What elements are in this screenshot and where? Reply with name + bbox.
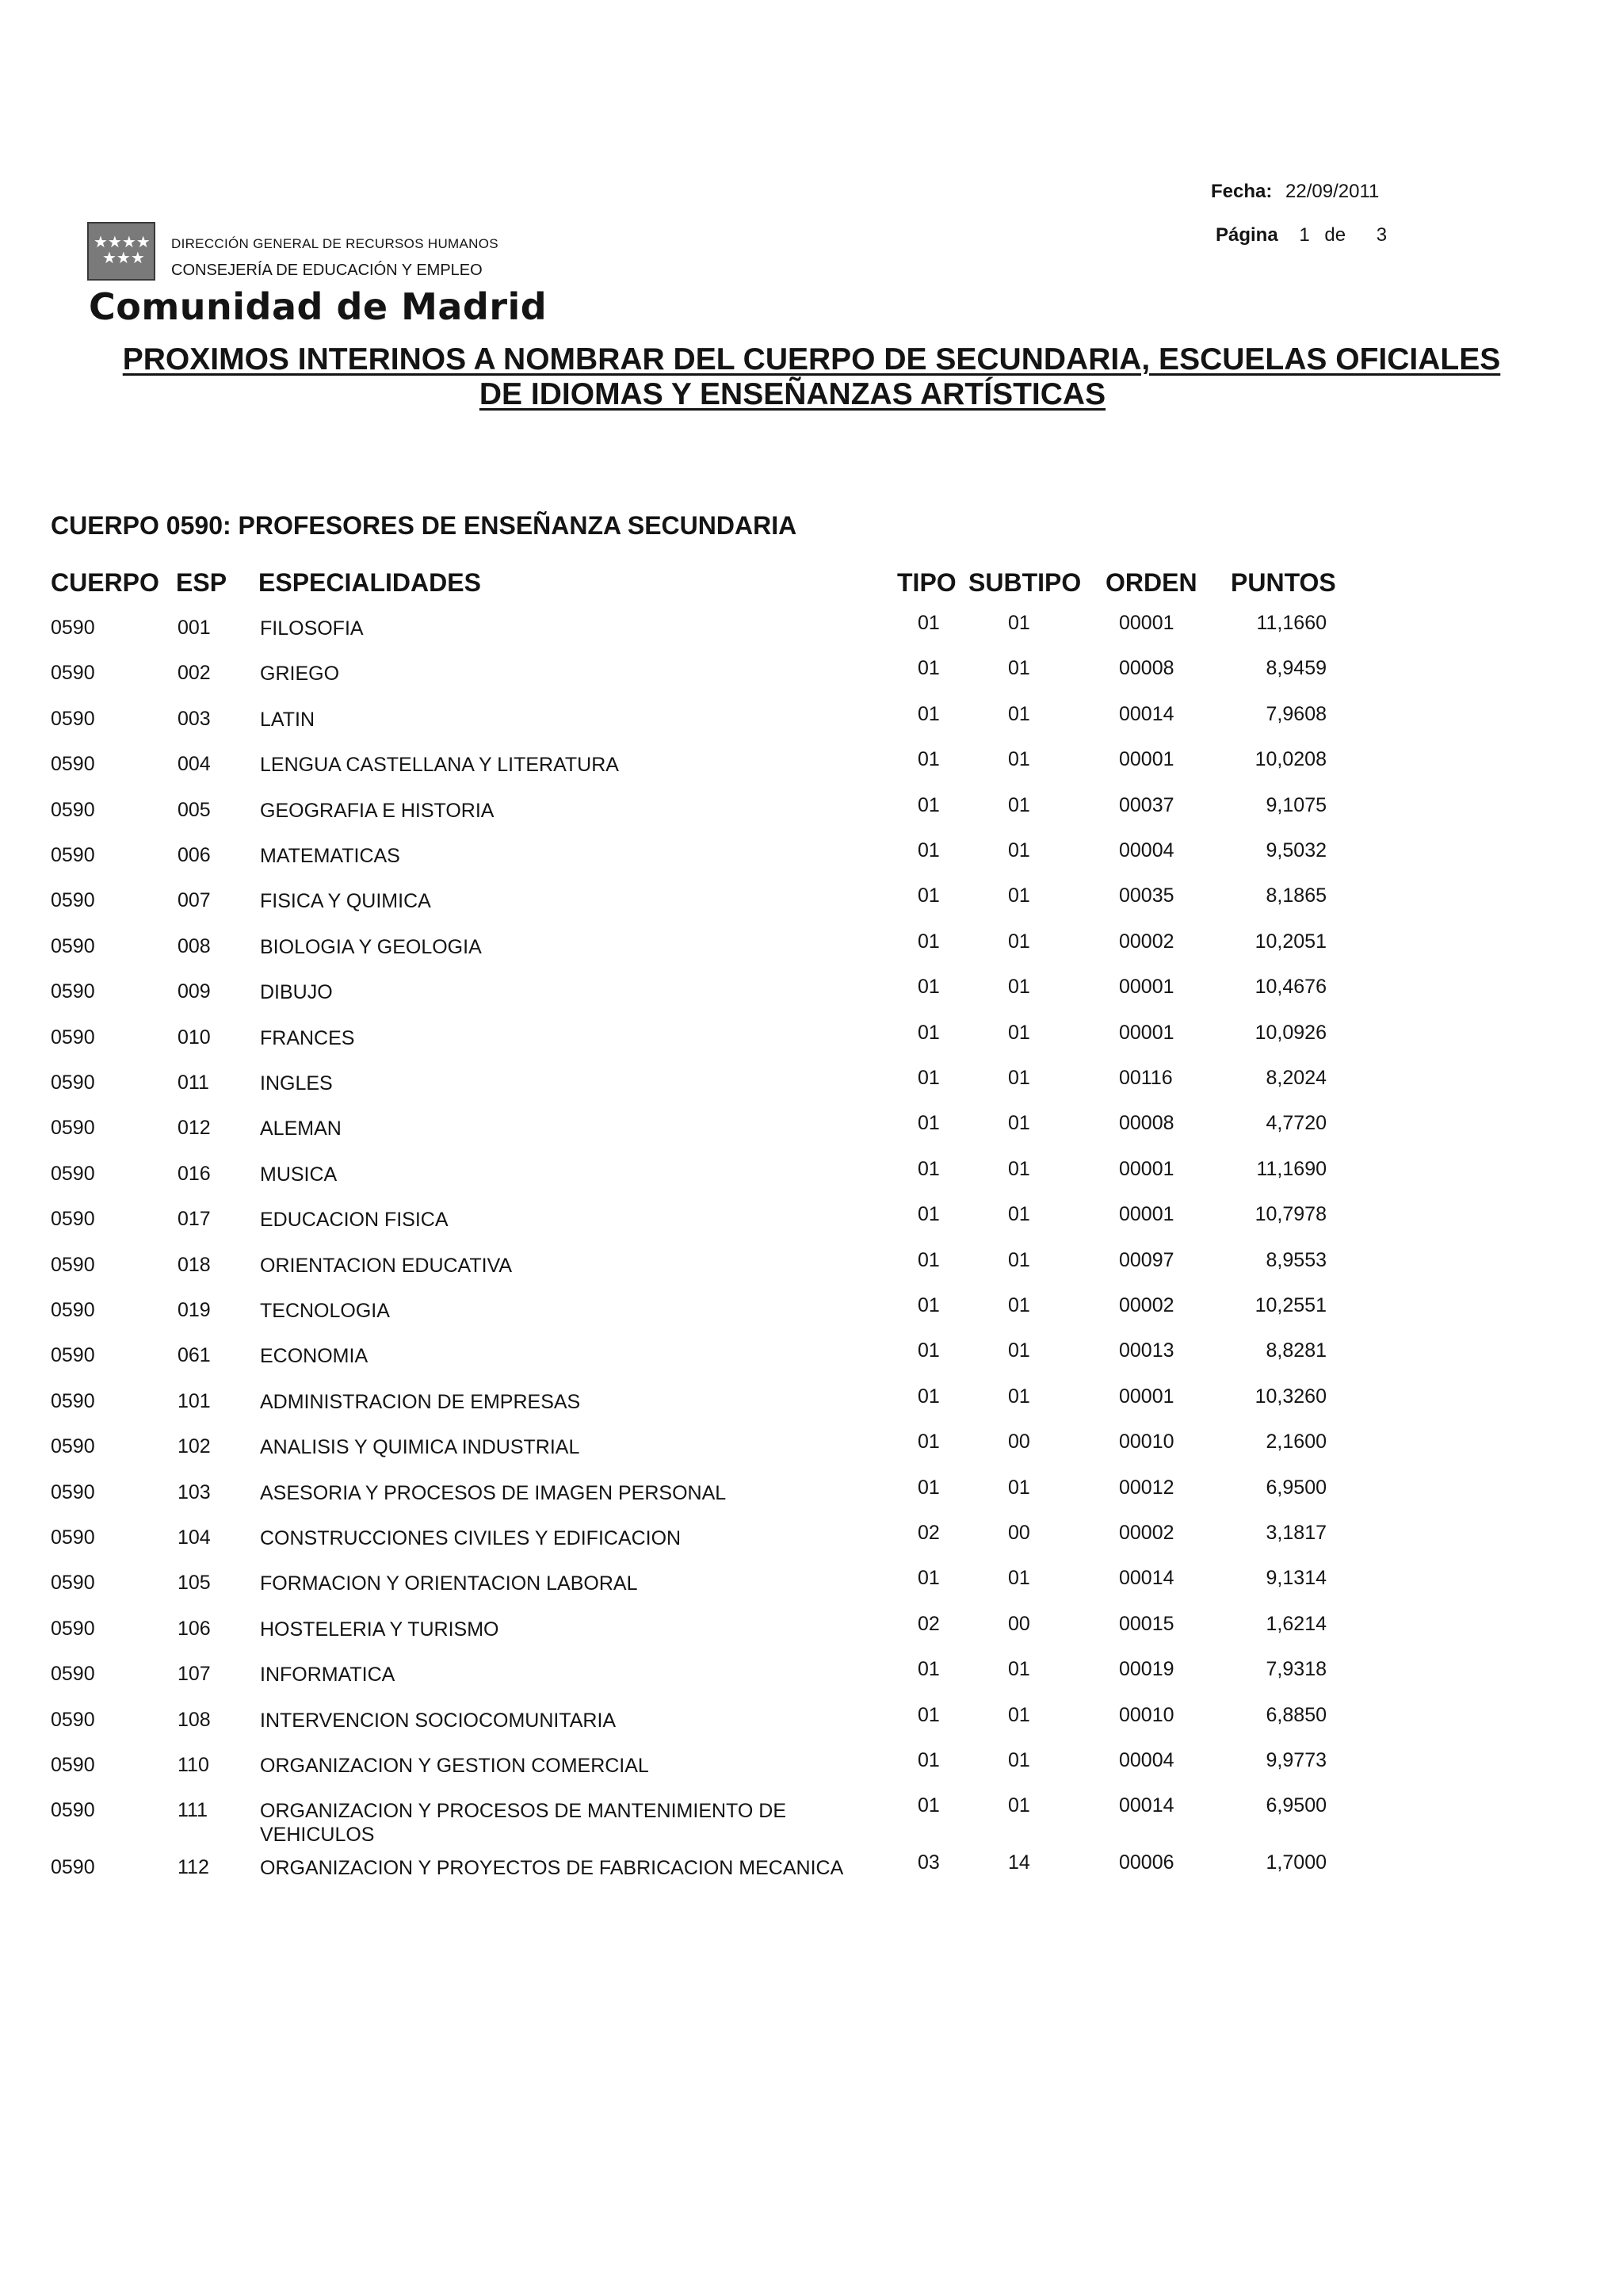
- cell-especialidad: ORGANIZACION Y PROYECTOS DE FABRICACION MECANICA: [260, 1857, 844, 1879]
- cell-especialidad: BIOLOGIA Y GEOLOGIA: [260, 935, 482, 958]
- cell-orden: 00019: [1119, 1658, 1174, 1681]
- cell-puntos: 10,4676: [1254, 976, 1327, 999]
- cell-especialidad: LENGUA CASTELLANA Y LITERATURA: [260, 754, 619, 777]
- cell-tipo: 01: [918, 1431, 940, 1454]
- cell-especialidad: ORIENTACION EDUCATIVA: [260, 1254, 513, 1277]
- cell-tipo: 02: [918, 1612, 940, 1635]
- cell-esp: 105: [178, 1572, 211, 1595]
- cell-puntos: 6,9500: [1266, 1476, 1327, 1499]
- cell-subtipo: 01: [1008, 1157, 1030, 1180]
- cell-especialidad: DIBUJO: [260, 981, 333, 1004]
- cell-puntos: 2,1600: [1266, 1431, 1327, 1454]
- cell-orden: 00010: [1119, 1703, 1174, 1726]
- cell-subtipo: 01: [1008, 1294, 1030, 1316]
- cell-puntos: 8,2024: [1266, 1067, 1327, 1089]
- cell-orden: 00001: [1119, 1157, 1174, 1180]
- cell-tipo: 01: [918, 1476, 940, 1499]
- cell-cuerpo: 0590: [51, 934, 95, 957]
- cell-orden: 00012: [1119, 1476, 1174, 1499]
- cell-puntos: 8,9553: [1266, 1248, 1327, 1271]
- cell-tipo: 01: [918, 1703, 940, 1726]
- document-title-line1: PROXIMOS INTERINOS A NOMBRAR DEL CUERPO DE SECUNDARIA, ESCUELAS OFICIALES: [122, 342, 1501, 376]
- cell-tipo: 01: [918, 1385, 940, 1408]
- cell-esp: 006: [178, 844, 211, 866]
- cell-puntos: 1,7000: [1266, 1851, 1327, 1874]
- cell-cuerpo: 0590: [51, 1389, 95, 1412]
- cell-especialidad: EDUCACION FISICA: [260, 1209, 449, 1232]
- cell-especialidad: FORMACION Y ORIENTACION LABORAL: [260, 1572, 638, 1595]
- cell-tipo: 01: [918, 657, 940, 680]
- cell-tipo: 01: [918, 1567, 940, 1590]
- cell-cuerpo: 0590: [51, 1117, 95, 1140]
- cell-cuerpo: 0590: [51, 617, 95, 639]
- cell-cuerpo: 0590: [51, 753, 95, 776]
- document-title-line2: DE IDIOMAS Y ENSEÑANZAS ARTÍSTICAS: [479, 377, 1106, 411]
- cell-esp: 106: [178, 1617, 211, 1640]
- cell-tipo: 01: [918, 1203, 940, 1226]
- cell-especialidad: FILOSOFIA: [260, 617, 364, 640]
- cell-especialidad: ECONOMIA: [260, 1345, 369, 1368]
- cell-puntos: 6,8850: [1266, 1703, 1327, 1726]
- cell-esp: 003: [178, 707, 211, 730]
- cell-especialidad: ORGANIZACION Y PROCESOS DE MANTENIMIENTO DE VEHICULOS: [260, 1800, 786, 1847]
- cell-orden: 00097: [1119, 1248, 1174, 1271]
- cell-especialidad: HOSTELERIA Y TURISMO: [260, 1618, 499, 1641]
- madrid-flag-stars-icon: [87, 222, 155, 281]
- cell-orden: 00014: [1119, 1567, 1174, 1590]
- cell-orden: 00037: [1119, 793, 1174, 816]
- cell-orden: 00001: [1119, 612, 1174, 634]
- cell-subtipo: 01: [1008, 1567, 1030, 1590]
- cell-puntos: 9,9773: [1266, 1749, 1327, 1771]
- cell-tipo: 03: [918, 1851, 940, 1874]
- cell-subtipo: 01: [1008, 1476, 1030, 1499]
- cell-orden: 00001: [1119, 1021, 1174, 1044]
- cell-puntos: 4,7720: [1266, 1112, 1327, 1135]
- cell-subtipo: 00: [1008, 1612, 1030, 1635]
- cell-puntos: 8,9459: [1266, 657, 1327, 680]
- cell-tipo: 01: [918, 1248, 940, 1271]
- cell-esp: 001: [178, 617, 211, 639]
- cell-esp: 102: [178, 1435, 211, 1458]
- cell-esp: 110: [178, 1754, 209, 1776]
- cell-cuerpo: 0590: [51, 1072, 95, 1094]
- column-header-tipo: TIPO: [897, 568, 957, 597]
- fecha-label: Fecha:: [1211, 181, 1273, 202]
- column-header-subtipo: SUBTIPO: [968, 568, 1082, 597]
- cell-cuerpo: 0590: [51, 1480, 95, 1503]
- cell-puntos: 3,1817: [1266, 1522, 1327, 1544]
- cell-especialidad: ALEMAN: [260, 1117, 342, 1140]
- cell-subtipo: 00: [1008, 1522, 1030, 1544]
- cell-cuerpo: 0590: [51, 980, 95, 1003]
- cell-orden: 00014: [1119, 1794, 1174, 1817]
- cell-subtipo: 01: [1008, 930, 1030, 953]
- cell-esp: 011: [178, 1072, 209, 1094]
- cell-tipo: 01: [918, 1749, 940, 1771]
- column-header-esp: ESP: [176, 568, 227, 597]
- cell-esp: 111: [178, 1799, 208, 1822]
- cell-especialidad: INTERVENCION SOCIOCOMUNITARIA: [260, 1709, 617, 1732]
- cell-subtipo: 01: [1008, 1248, 1030, 1271]
- cell-cuerpo: 0590: [51, 1435, 95, 1458]
- cell-subtipo: 01: [1008, 1339, 1030, 1362]
- cell-orden: 00010: [1119, 1431, 1174, 1454]
- cell-esp: 010: [178, 1026, 211, 1049]
- cell-puntos: 10,0208: [1254, 748, 1327, 771]
- cell-esp: 007: [178, 889, 211, 912]
- cell-especialidad: ASESORIA Y PROCESOS DE IMAGEN PERSONAL: [260, 1481, 727, 1504]
- cell-subtipo: 01: [1008, 1067, 1030, 1089]
- cell-orden: 00116: [1119, 1067, 1173, 1089]
- cell-cuerpo: 0590: [51, 1299, 95, 1321]
- cell-orden: 00013: [1119, 1339, 1174, 1362]
- cell-especialidad: FRANCES: [260, 1026, 355, 1049]
- cell-tipo: 01: [918, 930, 940, 953]
- cell-tipo: 01: [918, 1294, 940, 1316]
- cell-orden: 00035: [1119, 884, 1174, 907]
- cell-cuerpo: 0590: [51, 1026, 95, 1049]
- cell-tipo: 01: [918, 1794, 940, 1817]
- cell-esp: 009: [178, 980, 211, 1003]
- cell-orden: 00001: [1119, 748, 1174, 771]
- org-direccion: DIRECCIÓN GENERAL DE RECURSOS HUMANOS: [171, 236, 498, 251]
- pagina-current: 1: [1299, 224, 1310, 246]
- fecha-value: 22/09/2011: [1285, 181, 1380, 202]
- cell-esp: 002: [178, 662, 211, 685]
- cell-especialidad: INGLES: [260, 1072, 333, 1095]
- cell-cuerpo: 0590: [51, 1799, 95, 1822]
- cell-cuerpo: 0590: [51, 1754, 95, 1776]
- column-header-especialidades: ESPECIALIDADES: [258, 568, 481, 597]
- cell-cuerpo: 0590: [51, 1208, 95, 1231]
- fecha: [1211, 181, 1379, 203]
- cell-especialidad: CONSTRUCCIONES CIVILES Y EDIFICACION: [260, 1527, 682, 1549]
- cell-tipo: 01: [918, 1021, 940, 1044]
- cell-tipo: 01: [918, 839, 940, 861]
- cell-especialidad: LATIN: [260, 708, 315, 731]
- cell-subtipo: 01: [1008, 1749, 1030, 1771]
- cell-subtipo: 01: [1008, 1021, 1030, 1044]
- cell-esp: 108: [178, 1708, 211, 1731]
- cell-esp: 005: [178, 798, 211, 821]
- cell-puntos: 10,2551: [1254, 1294, 1327, 1316]
- cell-subtipo: 01: [1008, 976, 1030, 999]
- cell-subtipo: 01: [1008, 657, 1030, 680]
- cell-cuerpo: 0590: [51, 889, 95, 912]
- cell-cuerpo: 0590: [51, 1344, 95, 1367]
- cell-puntos: 9,1314: [1266, 1567, 1327, 1590]
- cell-especialidad: TECNOLOGIA: [260, 1300, 390, 1322]
- cell-orden: 00001: [1119, 1385, 1174, 1408]
- cell-orden: 00004: [1119, 839, 1174, 861]
- cell-especialidad: GRIEGO: [260, 663, 340, 686]
- cell-esp: 016: [178, 1162, 211, 1185]
- cell-subtipo: 01: [1008, 1112, 1030, 1135]
- cell-tipo: 01: [918, 1339, 940, 1362]
- cell-orden: 00015: [1119, 1612, 1174, 1635]
- cell-tipo: 01: [918, 1658, 940, 1681]
- column-header-orden: ORDEN: [1106, 568, 1197, 597]
- cell-orden: 00001: [1119, 976, 1174, 999]
- cell-orden: 00014: [1119, 702, 1174, 725]
- cell-cuerpo: 0590: [51, 707, 95, 730]
- cell-esp: 101: [178, 1389, 211, 1412]
- cell-subtipo: 00: [1008, 1431, 1030, 1454]
- cell-orden: 00008: [1119, 1112, 1174, 1135]
- cell-orden: 00002: [1119, 930, 1174, 953]
- cell-especialidad: ANALISIS Y QUIMICA INDUSTRIAL: [260, 1436, 580, 1459]
- cell-especialidad: FISICA Y QUIMICA: [260, 890, 431, 913]
- cell-puntos: 11,1660: [1256, 612, 1327, 634]
- cell-tipo: 01: [918, 1112, 940, 1135]
- cell-cuerpo: 0590: [51, 1162, 95, 1185]
- cell-puntos: 10,3260: [1254, 1385, 1327, 1408]
- cell-especialidad: ADMINISTRACION DE EMPRESAS: [260, 1390, 581, 1413]
- cell-esp: 012: [178, 1117, 211, 1140]
- cell-puntos: 7,9318: [1266, 1658, 1327, 1681]
- cell-cuerpo: 0590: [51, 1617, 95, 1640]
- cell-tipo: 01: [918, 1067, 940, 1089]
- pagina-total: 3: [1376, 224, 1388, 246]
- cell-puntos: 6,9500: [1266, 1794, 1327, 1817]
- column-header-puntos: PUNTOS: [1231, 568, 1336, 597]
- cell-tipo: 01: [918, 612, 940, 634]
- svg-text:★★★★: ★★★★: [94, 232, 151, 251]
- cell-tipo: 01: [918, 748, 940, 771]
- cell-orden: 00008: [1119, 657, 1174, 680]
- cell-subtipo: 01: [1008, 702, 1030, 725]
- cell-puntos: 10,2051: [1254, 930, 1327, 953]
- cell-esp: 103: [178, 1480, 211, 1503]
- cell-cuerpo: 0590: [51, 1526, 95, 1549]
- cell-orden: 00006: [1119, 1851, 1174, 1874]
- cell-especialidad: INFORMATICA: [260, 1664, 395, 1687]
- cell-subtipo: 01: [1008, 1703, 1030, 1726]
- cell-esp: 104: [178, 1526, 211, 1549]
- cell-orden: 00002: [1119, 1522, 1174, 1544]
- cell-especialidad: GEOGRAFIA E HISTORIA: [260, 799, 495, 822]
- cell-cuerpo: 0590: [51, 662, 95, 685]
- brand-title: Comunidad de Madrid: [89, 285, 548, 328]
- cell-especialidad: ORGANIZACION Y GESTION COMERCIAL: [260, 1755, 649, 1777]
- cell-subtipo: 01: [1008, 793, 1030, 816]
- cell-esp: 061: [178, 1344, 211, 1367]
- section-heading: CUERPO 0590: PROFESORES DE ENSEÑANZA SECUNDARIA: [51, 511, 797, 540]
- pagina-label: Página: [1216, 224, 1278, 246]
- cell-subtipo: 01: [1008, 884, 1030, 907]
- cell-puntos: 1,6214: [1266, 1612, 1327, 1635]
- pagina: [1216, 224, 1387, 246]
- cell-tipo: 01: [918, 884, 940, 907]
- cell-esp: 008: [178, 934, 211, 957]
- cell-esp: 018: [178, 1253, 211, 1276]
- cell-tipo: 02: [918, 1522, 940, 1544]
- cell-orden: 00004: [1119, 1749, 1174, 1771]
- cell-cuerpo: 0590: [51, 1708, 95, 1731]
- cell-puntos: 10,0926: [1254, 1021, 1327, 1044]
- cell-subtipo: 01: [1008, 748, 1030, 771]
- column-header-cuerpo: CUERPO: [51, 568, 159, 597]
- cell-cuerpo: 0590: [51, 844, 95, 866]
- pagina-de: de: [1324, 224, 1346, 246]
- cell-puntos: 7,9608: [1266, 702, 1327, 725]
- cell-esp: 017: [178, 1208, 211, 1231]
- cell-subtipo: 01: [1008, 1203, 1030, 1226]
- cell-subtipo: 01: [1008, 1794, 1030, 1817]
- cell-puntos: 8,1865: [1266, 884, 1327, 907]
- cell-cuerpo: 0590: [51, 1572, 95, 1595]
- cell-esp: 019: [178, 1299, 211, 1321]
- cell-cuerpo: 0590: [51, 1856, 95, 1878]
- cell-cuerpo: 0590: [51, 1663, 95, 1686]
- cell-subtipo: 01: [1008, 612, 1030, 634]
- cell-tipo: 01: [918, 976, 940, 999]
- cell-especialidad: MATEMATICAS: [260, 845, 400, 867]
- cell-puntos: 9,5032: [1266, 839, 1327, 861]
- cell-puntos: 9,1075: [1266, 793, 1327, 816]
- cell-subtipo: 01: [1008, 1658, 1030, 1681]
- cell-tipo: 01: [918, 702, 940, 725]
- cell-orden: 00001: [1119, 1203, 1174, 1226]
- cell-especialidad: MUSICA: [260, 1163, 338, 1186]
- cell-cuerpo: 0590: [51, 1253, 95, 1276]
- cell-cuerpo: 0590: [51, 798, 95, 821]
- cell-subtipo: 14: [1008, 1851, 1030, 1874]
- cell-esp: 107: [178, 1663, 211, 1686]
- cell-puntos: 11,1690: [1256, 1157, 1327, 1180]
- cell-puntos: 10,7978: [1254, 1203, 1327, 1226]
- org-consejeria: CONSEJERÍA DE EDUCACIÓN Y EMPLEO: [171, 262, 483, 279]
- cell-subtipo: 01: [1008, 839, 1030, 861]
- cell-esp: 004: [178, 753, 211, 776]
- cell-tipo: 01: [918, 1157, 940, 1180]
- svg-text:★★★: ★★★: [102, 248, 145, 267]
- cell-orden: 00002: [1119, 1294, 1174, 1316]
- cell-puntos: 8,8281: [1266, 1339, 1327, 1362]
- cell-tipo: 01: [918, 793, 940, 816]
- cell-esp: 112: [178, 1856, 209, 1878]
- cell-subtipo: 01: [1008, 1385, 1030, 1408]
